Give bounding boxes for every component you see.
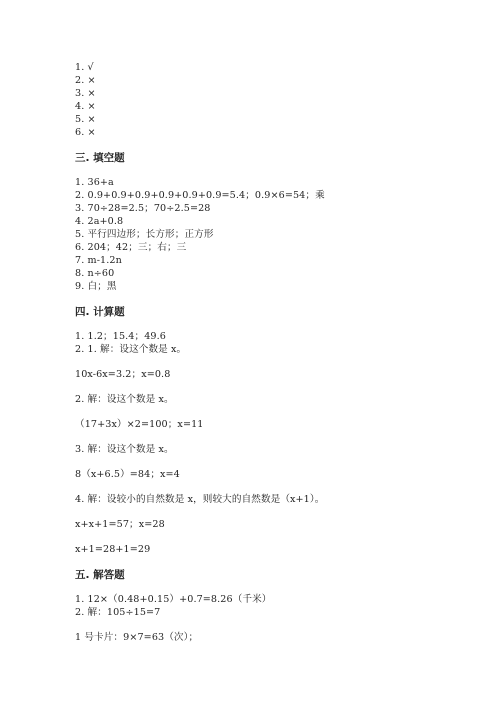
calc-item-2: 2. 1. 解：设这个数是 x。 (75, 344, 187, 355)
calc-item-3: 10x-6x=3.2；x=0.8 (75, 369, 171, 380)
calc-item-6: 3. 解：设这个数是 x。 (75, 444, 174, 455)
fill-item-1: 1. 36+a (75, 177, 114, 188)
solve-item-2: 2. 解：105÷15=7 (75, 607, 161, 618)
solve-item-1: 1. 12×（0.48+0.15）+0.7=8.26（千米） (75, 594, 272, 605)
fill-item-8: 8. n÷60 (75, 268, 115, 279)
calc-item-5: （17+3x）×2=100；x=11 (75, 419, 204, 430)
judge-answer-1: 1. √ (75, 62, 94, 73)
calc-item-4: 2. 解：设这个数是 x。 (75, 394, 174, 405)
calc-item-8: 4. 解：设较小的自然数是 x，则较大的自然数是（x+1）。 (75, 494, 325, 505)
fill-section-title: 三. 填空题 (75, 152, 125, 164)
fill-item-9: 9. 白；黑 (75, 281, 117, 292)
fill-item-4: 4. 2a+0.8 (75, 216, 124, 227)
solve-section-title: 五. 解答题 (75, 569, 125, 581)
judge-answer-3: 3. × (75, 88, 96, 99)
fill-item-3: 3. 70÷28=2.5；70÷2.5=28 (75, 203, 211, 214)
judge-answer-5: 5. × (75, 114, 96, 125)
judge-answer-2: 2. × (75, 75, 96, 86)
calc-item-9: x+x+1=57；x=28 (75, 519, 165, 530)
calc-item-10: x+1=28+1=29 (75, 544, 151, 555)
judge-answer-4: 4. × (75, 101, 96, 112)
judge-answer-6: 6. × (75, 127, 96, 138)
calc-item-7: 8（x+6.5）=84；x=4 (75, 469, 180, 480)
fill-item-6: 6. 204；42；三；右；三 (75, 242, 187, 253)
fill-item-5: 5. 平行四边形；长方形；正方形 (75, 229, 214, 240)
solve-item-3: 1 号卡片：9×7=63（次）； (75, 632, 199, 643)
calc-item-1: 1. 1.2；15.4；49.6 (75, 331, 166, 342)
fill-item-2: 2. 0.9+0.9+0.9+0.9+0.9+0.9=5.4；0.9×6=54；乘 (75, 190, 325, 201)
calc-section-title: 四. 计算题 (75, 306, 125, 318)
fill-item-7: 7. m-1.2n (75, 255, 122, 266)
